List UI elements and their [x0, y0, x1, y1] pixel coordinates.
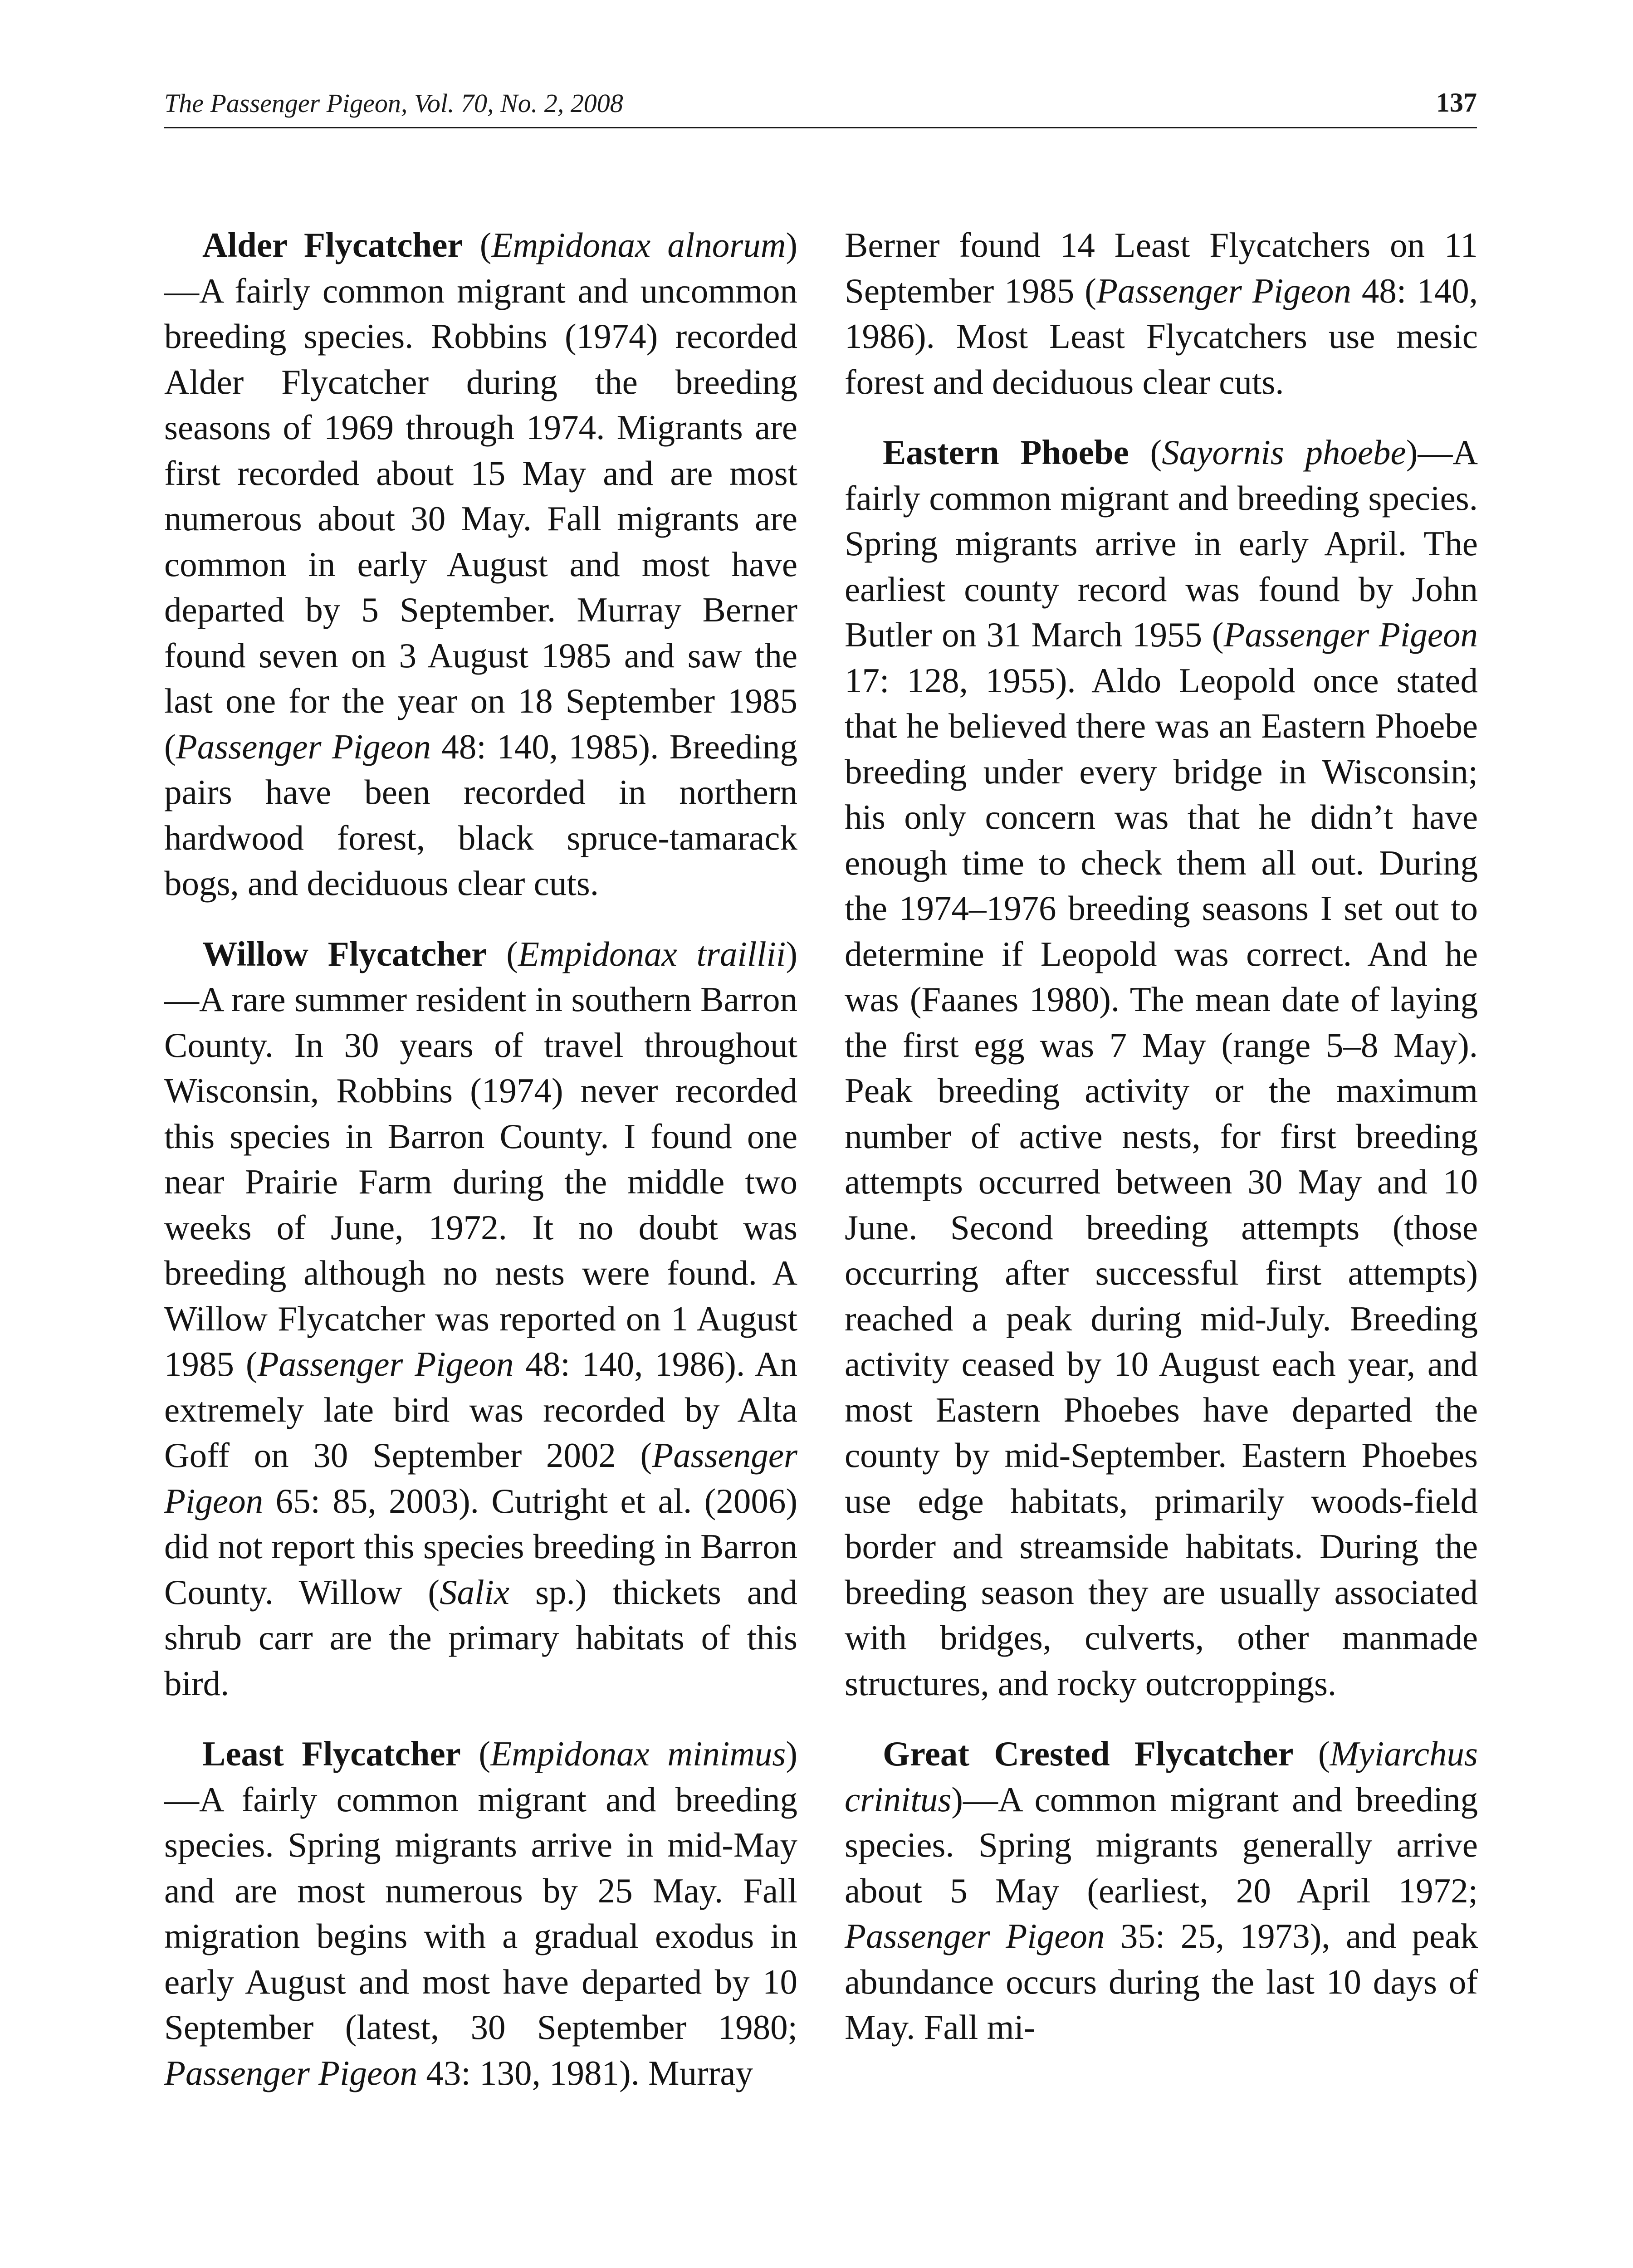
entry-text: 65: 85, 2003). Cutright et al. (2006) did not report this species breeding in Barron County. Willow ( [164, 1481, 797, 1612]
entry-text: ( [487, 934, 518, 973]
journal-title: Passenger Pigeon [164, 2053, 418, 2092]
scientific-name: Empidonax minimus [490, 1734, 786, 1773]
scientific-name: Sayornis phoebe [1162, 433, 1406, 472]
species-name: Least Flycatcher [202, 1734, 461, 1773]
scientific-name: Empidonax alnorum [491, 225, 786, 264]
journal-title: Passenger Pigeon [1096, 271, 1351, 310]
species-name: Willow Flycatcher [202, 934, 487, 973]
entry-text: )—A fairly common migrant and breeding species. Spring migrants arrive in mid-May and are most numerous by 25 May. Fall migration begins with a gradual exodus in early August and most have departed by 10 September (latest, 30 September 1980; [164, 1734, 797, 2047]
entry-text: ( [1129, 433, 1162, 472]
entry-text: )—A fairly common migrant and breeding species. Spring migrants arrive in early April. The earliest county record was found by John Butler on 31 March 1955 ( [845, 433, 1478, 654]
entry-text: 17: 128, 1955). Aldo Leopold once stated that he believed there was an Eastern Phoebe breeding under every bridge in Wisconsin; his only concern was that he didn’t have enough time to check them all out. During the 1974–1976 breeding seasons I set out to determine if Leopold was correct. And he was (Faanes 1980). The mean date of laying the first egg was 7 May (range 5–8 May). Peak breeding activity or the maximum number of active nests, for first breeding attempts occurred between 30 May and 10 June. Second breeding attempts (those occurring after successful first attempts) reached a peak during mid-July. Breeding activity ceased by 10 August each year, and most Eastern Phoebes have departed the county by mid-September. Eastern Phoebes use edge habitats, primarily woods-field border and streamside habitats. During the breeding season they are usually associated with bridges, culverts, other manmade structures, and rocky outcroppings. [845, 660, 1478, 1703]
page-header [164, 85, 1477, 128]
journal-title: Passenger Pigeon [176, 727, 431, 766]
journal-title: Passenger Pigeon [257, 1344, 514, 1383]
least-flycatcher-entry [164, 1731, 797, 2096]
page-number: 137 [1436, 88, 1477, 117]
entry-text: 48: 140, 1986). An extremely late bird was recorded by Alta Goff on 30 September 2002 ( [164, 1344, 797, 1475]
least-flycatcher-continued [845, 222, 1478, 405]
species-name: Great Crested Flycatcher [883, 1734, 1294, 1773]
entry-text: sp.) thickets and shrub carr are the primary habitats of this bird. [164, 1572, 797, 1703]
entry-text: 35: 25, 1973), and peak abundance occurs during the last 10 days of May. Fall mi- [845, 1916, 1478, 2047]
entry-text: )—A common migrant and breeding species. Spring migrants generally arrive about 5 May (earliest, 20 April 1972; [845, 1779, 1478, 1910]
entry-text: ( [1293, 1734, 1330, 1773]
left-column [164, 222, 797, 2096]
entry-text: ( [460, 1734, 491, 1773]
scientific-name: Myiarchus crinitus [845, 1734, 1478, 1819]
entry-text: )—A fairly common migrant and uncommon breeding species. Robbins (1974) recorded Alder Flycatcher during the breeding seasons of 1969 through 1974. Migrants are first recorded about 15 May and are most numerous about 30 May. Fall migrants are common in early August and most have departed by 5 September. Murray Berner found seven on 3 August 1985 and saw the last one for the year on 18 September 1985 ( [164, 225, 797, 766]
running-head: The Passenger Pigeon, Vol. 70, No. 2, 2008 [164, 88, 623, 118]
scientific-name: Empidonax traillii [518, 934, 786, 973]
right-column [845, 222, 1478, 2050]
entry-text: ( [463, 225, 492, 264]
eastern-phoebe-entry [845, 430, 1478, 1706]
willow-flycatcher-entry [164, 931, 797, 1706]
genus-name: Salix [440, 1572, 510, 1612]
entry-text: 43: 130, 1981). Murray [417, 2053, 753, 2092]
great-crested-flycatcher-entry [845, 1731, 1478, 2050]
journal-title: Passenger Pigeon [164, 1436, 797, 1520]
alder-flycatcher-entry [164, 222, 797, 906]
entry-text: )—A rare summer resident in southern Barron County. In 30 years of travel throughout Wisconsin, Robbins (1974) never recorded this species in Barron County. I found one near Prairie Farm during the middle two weeks of June, 1972. It no doubt was breeding although no nests were found. A Willow Flycatcher was reported on 1 August 1985 ( [164, 934, 797, 1383]
entry-text: 48: 140, 1986). Most Least Flycatchers use mesic forest and deciduous clear cuts. [845, 271, 1478, 401]
entry-text: 48: 140, 1985). Breeding pairs have been recorded in northern hardwood forest, black spruce-tamarack bogs, and deciduous clear cuts. [164, 727, 798, 903]
journal-title: Passenger Pigeon [1223, 615, 1478, 654]
journal-title: Passenger Pigeon [845, 1916, 1105, 1955]
entry-text: Berner found 14 Least Flycatchers on 11 September 1985 ( [845, 225, 1478, 310]
species-name: Alder Flycatcher [202, 225, 463, 264]
species-name: Eastern Phoebe [883, 433, 1129, 472]
